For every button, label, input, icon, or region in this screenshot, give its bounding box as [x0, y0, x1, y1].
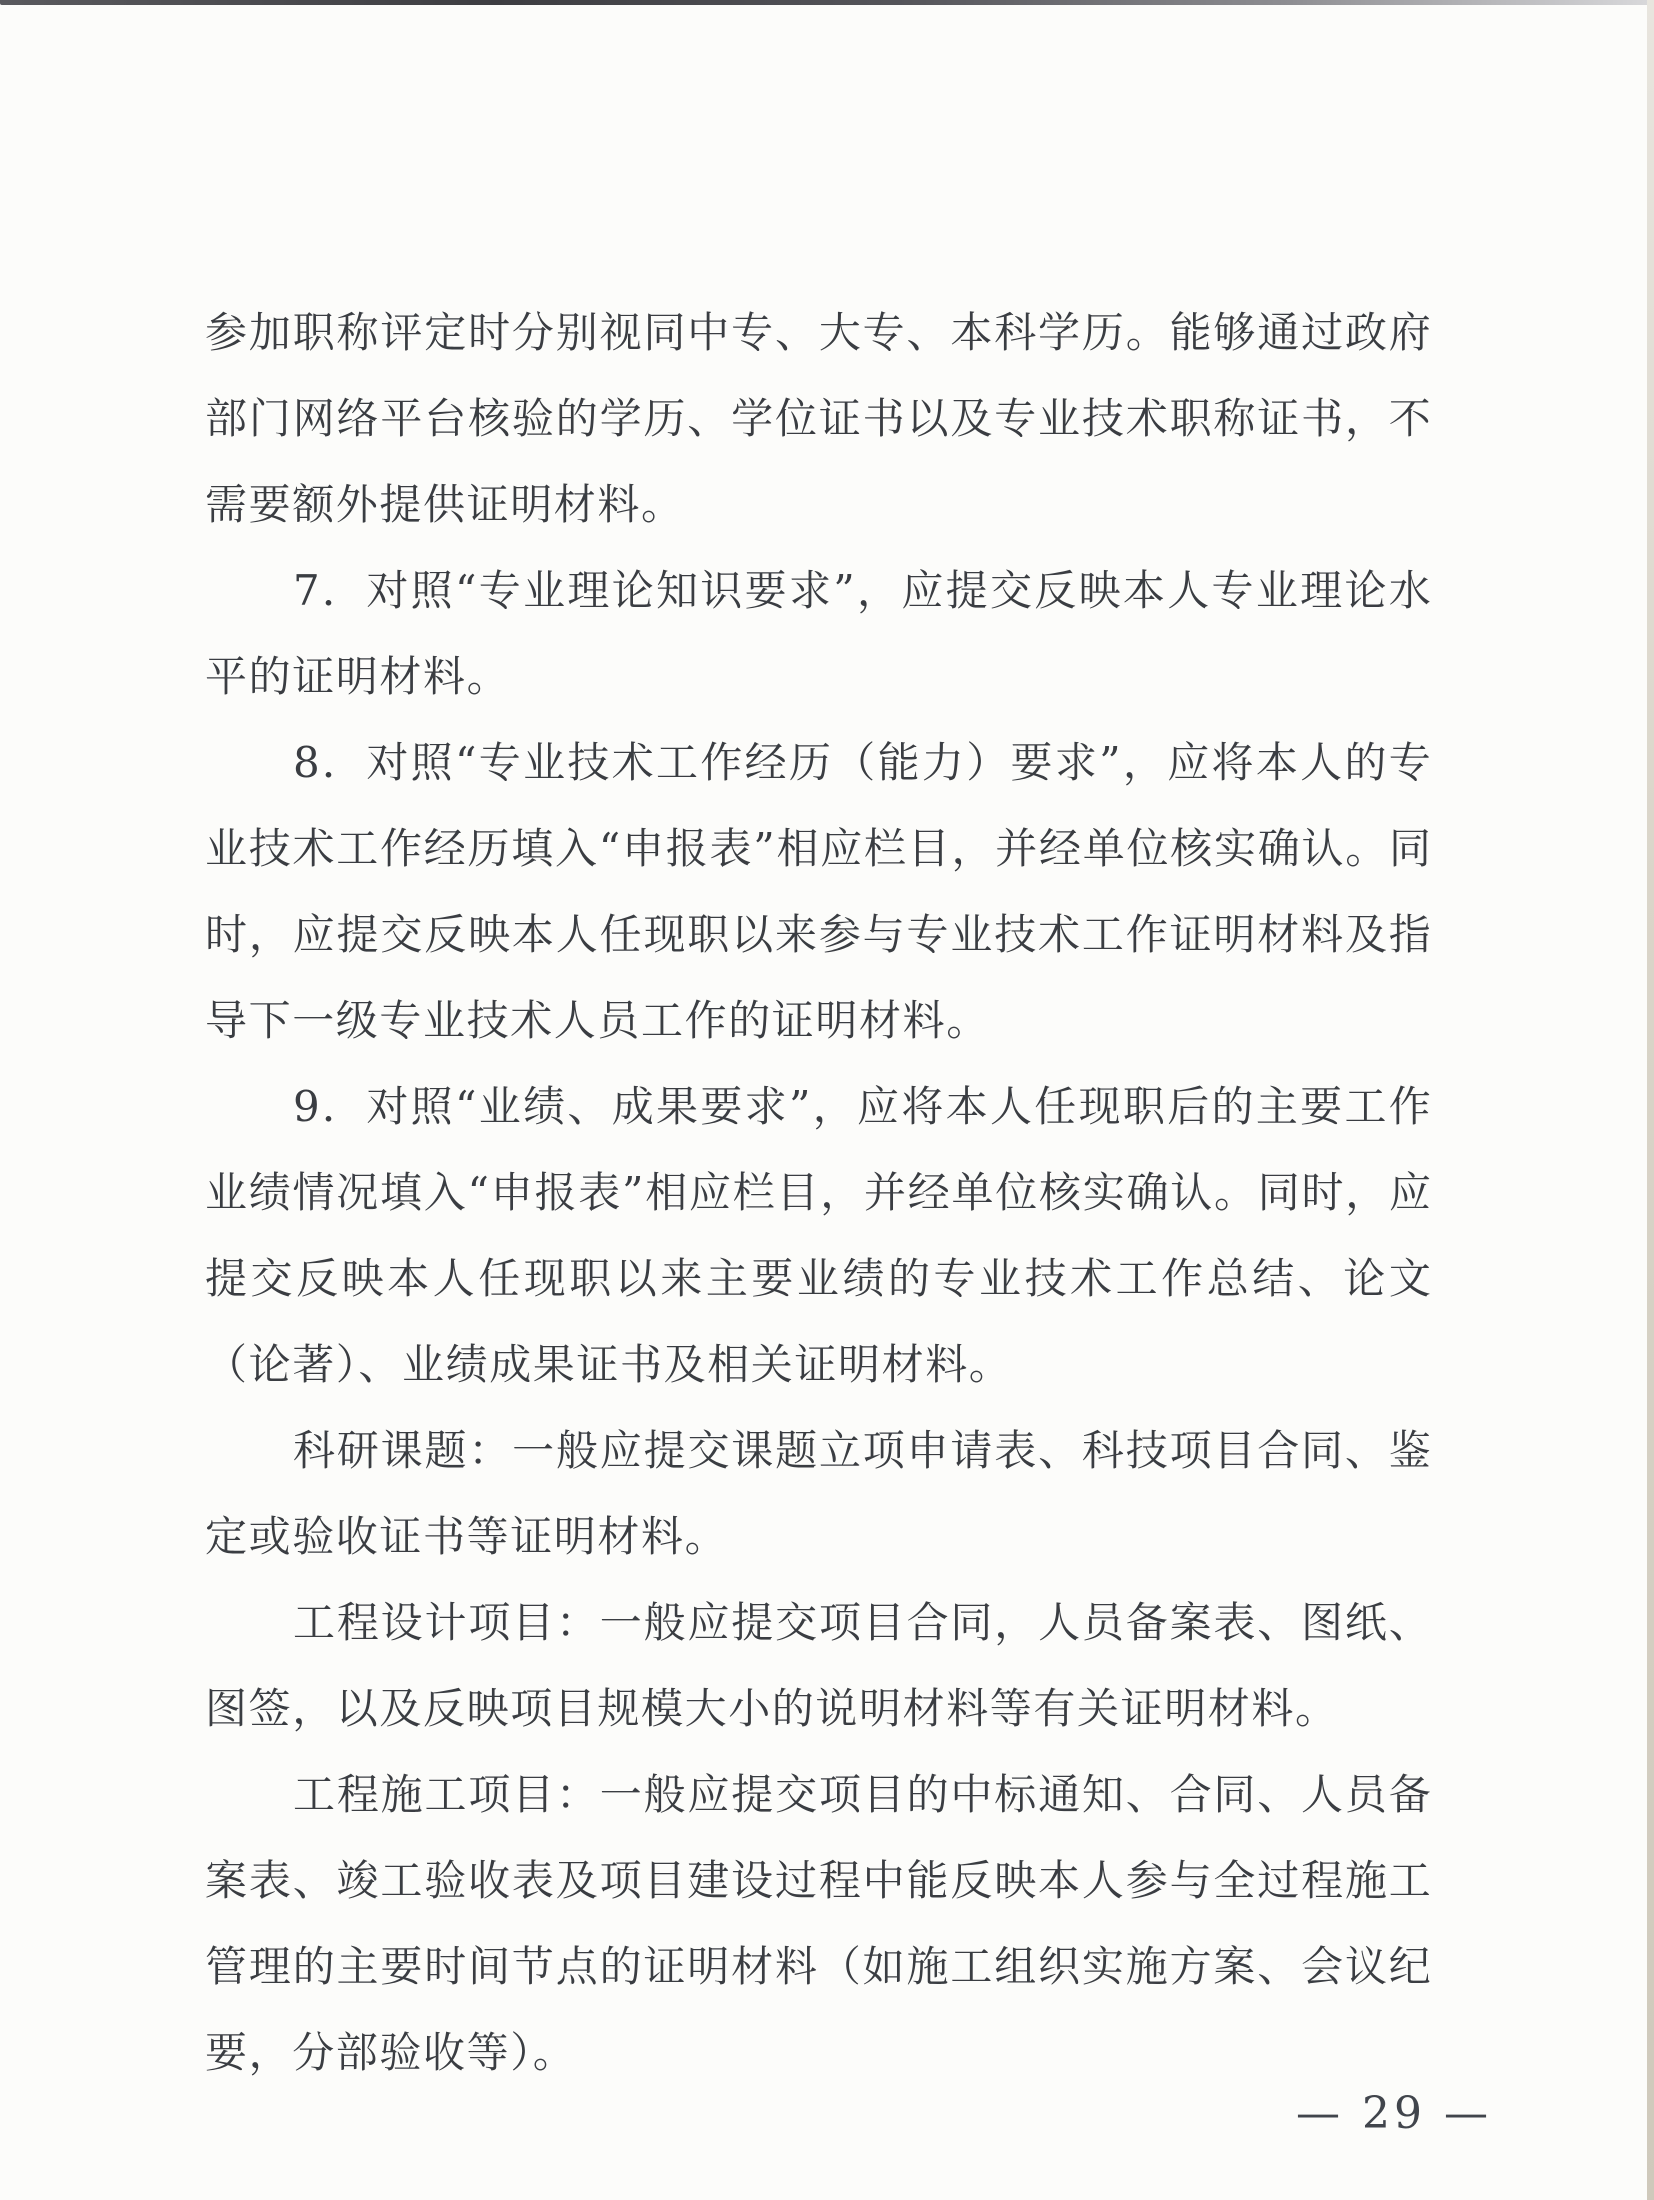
text-line: 导下一级专业技术人员工作的证明材料。	[205, 996, 990, 1045]
text-line: 需要额外提供证明材料。	[205, 480, 685, 529]
text-line: 科 研 课 题 ： 一 般 应 提 交 课 题 立 项 申 请 表 、 科 技 项 目 合 同 、 鉴	[293, 1426, 1431, 1475]
document-body	[205, 290, 1431, 2096]
text-line: 图签，以及反映项目规模大小的说明材料等有关证明材料。	[205, 1684, 1339, 1733]
text-line: 业 绩 情 况 填 入 “ 申 报 表 ” 相 应 栏 目 ， 并 经 单 位 核 实 确 认 。 同 时 ， 应	[205, 1168, 1431, 1217]
text-line: 8 ． 对 照 “ 专 业 技 术 工 作 经 历 （ 能 力 ） 要 求 ” ， 应 将 本 人 的 专	[293, 738, 1431, 787]
text-line: 工 程 施 工 项 目 ： 一 般 应 提 交 项 目 的 中 标 通 知 、 合 同 、 人 员 备	[293, 1770, 1431, 1819]
scan-artifact-top-edge	[0, 0, 1654, 5]
scan-artifact-right-edge	[1647, 0, 1654, 2200]
text-line: 管 理 的 主 要 时 间 节 点 的 证 明 材 料 （ 如 施 工 组 织 实 施 方 案 、 会 议 纪	[205, 1942, 1431, 1991]
text-line: 9 ． 对 照 “ 业 绩 、 成 果 要 求 ” ， 应 将 本 人 任 现 职 后 的 主 要 工 作	[293, 1082, 1431, 1131]
text-line: 要，分部验收等）。	[205, 2028, 577, 2077]
text-line: 时 ， 应 提 交 反 映 本 人 任 现 职 以 来 参 与 专 业 技 术 工 作 证 明 材 料 及 指	[205, 910, 1431, 959]
text-line: 部 门 网 络 平 台 核 验 的 学 历 、 学 位 证 书 以 及 专 业 技 术 职 称 证 书 ， 不	[205, 394, 1431, 443]
text-line: 案 表 、 竣 工 验 收 表 及 项 目 建 设 过 程 中 能 反 映 本 人 参 与 全 过 程 施 工	[205, 1856, 1431, 1905]
text-line: 定或验收证书等证明材料。	[205, 1512, 729, 1561]
text-line: 工 程 设 计 项 目 ： 一 般 应 提 交 项 目 合 同 ， 人 员 备 案 表 、 图 纸 、	[293, 1598, 1431, 1647]
text-line: 7 ． 对 照 “ 专 业 理 论 知 识 要 求 ” ， 应 提 交 反 映 本 人 专 业 理 论 水	[293, 566, 1431, 615]
text-line: 提 交 反 映 本 人 任 现 职 以 来 主 要 业 绩 的 专 业 技 术 工 作 总 结 、 论 文	[205, 1254, 1431, 1303]
text-line: 业 技 术 工 作 经 历 填 入 “ 申 报 表 ” 相 应 栏 目 ， 并 经 单 位 核 实 确 认 。 同	[205, 824, 1431, 873]
page-number: — 29 —	[1296, 2088, 1492, 2139]
text-line: 平的证明材料。	[205, 652, 511, 701]
text-line: 参 加 职 称 评 定 时 分 别 视 同 中 专 、 大 专 、 本 科 学 历 。 能 够 通 过 政 府	[205, 308, 1431, 357]
text-line: （论著）、业绩成果证书及相关证明材料。	[205, 1340, 1013, 1389]
